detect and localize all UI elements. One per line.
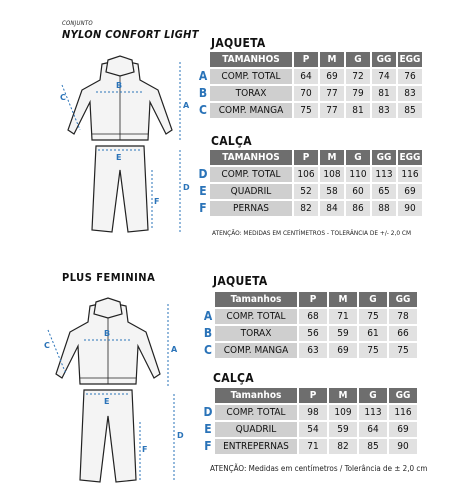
size-value: 72 <box>346 69 370 84</box>
size-value: 98 <box>299 405 327 420</box>
table-row <box>198 69 422 84</box>
header-size: GG <box>372 150 396 165</box>
row-letter: F <box>204 439 212 453</box>
size-value: 78 <box>389 309 417 324</box>
size-value: 64 <box>359 422 387 437</box>
header-tamanhos: TAMANHOS <box>210 52 292 67</box>
size-value: 58 <box>320 184 344 199</box>
size-value: 84 <box>320 201 344 216</box>
size-value: 90 <box>398 201 422 216</box>
bottom-garment-figure <box>30 292 200 492</box>
size-value: 70 <box>294 86 318 101</box>
header-size: GG <box>372 52 396 67</box>
row-label: COMP. TOTAL <box>210 69 292 84</box>
letter-spacer <box>203 292 213 307</box>
fig-top-letter-a: A <box>183 101 190 110</box>
size-value: 82 <box>294 201 318 216</box>
row-letter: E <box>204 422 212 436</box>
size-value: 75 <box>359 343 387 358</box>
top-note: ATENÇÃO: MEDIDAS EM CENTÍMETROS - TOLERÂNCIA DE +/- 2,0 CM <box>212 229 412 237</box>
top-jaqueta-heading: JAQUETA <box>211 36 266 50</box>
size-value: 60 <box>346 184 370 199</box>
fig-bottom-letter-d: D <box>177 431 184 440</box>
size-value: 59 <box>329 422 357 437</box>
row-letter: B <box>203 326 213 340</box>
size-value: 69 <box>320 69 344 84</box>
size-value: 106 <box>294 167 318 182</box>
table-row <box>198 103 422 118</box>
size-value: 75 <box>359 309 387 324</box>
size-value: 110 <box>346 167 370 182</box>
row-letter: B <box>198 86 208 100</box>
fig-bottom-letter-c: C <box>44 341 50 350</box>
row-label: QUADRIL <box>210 184 292 199</box>
table-row <box>203 309 417 324</box>
size-value: 83 <box>372 103 396 118</box>
size-value: 54 <box>299 422 327 437</box>
table-row <box>203 326 417 341</box>
header-size: M <box>329 292 357 307</box>
size-value: 65 <box>372 184 396 199</box>
size-value: 77 <box>320 86 344 101</box>
size-value: 71 <box>299 439 327 454</box>
table-row <box>203 343 417 358</box>
fig-bottom-letter-f: F <box>142 445 148 454</box>
size-value: 68 <box>299 309 327 324</box>
row-label: QUADRIL <box>215 422 297 437</box>
size-value: 116 <box>398 167 422 182</box>
header-size: P <box>299 292 327 307</box>
header-size: M <box>320 52 344 67</box>
header-size: P <box>294 150 318 165</box>
header-tamanhos: TAMANHOS <box>210 150 292 165</box>
row-letter: C <box>199 103 207 117</box>
row-letter: A <box>198 69 208 83</box>
bottom-jaqueta-table <box>201 290 419 360</box>
size-value: 52 <box>294 184 318 199</box>
size-value: 66 <box>389 326 417 341</box>
header-size: M <box>320 150 344 165</box>
fig-bottom-letter-b: B <box>104 329 111 338</box>
row-label: PERNAS <box>210 201 292 216</box>
size-value: 116 <box>389 405 417 420</box>
size-value: 74 <box>372 69 396 84</box>
bottom-note: ATENÇÃO: Medidas em centímetros / Tolerância de ± 2,0 cm <box>210 464 428 473</box>
header-size: G <box>346 150 370 165</box>
bottom-calca-table <box>201 386 419 456</box>
table-row <box>198 167 422 182</box>
top-jaqueta-table <box>196 50 424 120</box>
letter-spacer <box>203 388 213 403</box>
fig-top-letter-e: E <box>116 153 122 162</box>
size-value: 81 <box>346 103 370 118</box>
product-caption: CONJUNTO <box>62 20 93 27</box>
size-value: 69 <box>389 422 417 437</box>
size-value: 63 <box>299 343 327 358</box>
size-value: 85 <box>398 103 422 118</box>
table-row <box>198 184 422 199</box>
row-label: COMP. TOTAL <box>215 405 297 420</box>
size-value: 82 <box>329 439 357 454</box>
bottom-calca-heading: CALÇA <box>213 371 254 385</box>
size-value: 109 <box>329 405 357 420</box>
top-calca-heading: CALÇA <box>211 134 252 148</box>
size-value: 61 <box>359 326 387 341</box>
size-value: 108 <box>320 167 344 182</box>
fig-top-letter-d: D <box>183 183 190 192</box>
header-size: P <box>299 388 327 403</box>
table-row <box>203 422 417 437</box>
size-value: 86 <box>346 201 370 216</box>
header-size: GG <box>389 388 417 403</box>
size-value: 81 <box>372 86 396 101</box>
size-value: 90 <box>389 439 417 454</box>
size-value: 113 <box>359 405 387 420</box>
bottom-jaqueta-heading: JAQUETA <box>213 274 268 288</box>
header-size: M <box>329 388 357 403</box>
size-value: 77 <box>320 103 344 118</box>
size-value: 64 <box>294 69 318 84</box>
table-row <box>198 201 422 216</box>
row-letter: D <box>198 167 208 181</box>
size-value: 83 <box>398 86 422 101</box>
size-value: 79 <box>346 86 370 101</box>
header-tamanhos: Tamanhos <box>215 388 297 403</box>
letter-spacer <box>198 52 208 67</box>
header-size: EGG <box>399 152 421 163</box>
fig-top-letter-b: B <box>116 81 123 90</box>
size-value: 69 <box>329 343 357 358</box>
row-letter: A <box>203 309 213 323</box>
fig-bottom-letter-a: A <box>171 345 178 354</box>
row-label: ENTREPERNAS <box>215 439 297 454</box>
row-label: COMP. MANGA <box>210 103 292 118</box>
size-value: 76 <box>398 69 422 84</box>
table-row <box>203 405 417 420</box>
fig-bottom-letter-e: E <box>104 397 110 406</box>
header-size: G <box>359 388 387 403</box>
header-size: GG <box>389 292 417 307</box>
header-size: P <box>294 52 318 67</box>
product-title: NYLON CONFORT LIGHT <box>62 28 199 41</box>
row-label: TORAX <box>210 86 292 101</box>
table-row <box>203 439 417 454</box>
row-letter: F <box>199 201 207 215</box>
size-value: 59 <box>329 326 357 341</box>
row-letter: C <box>204 343 212 357</box>
size-value: 56 <box>299 326 327 341</box>
row-letter: E <box>199 184 207 198</box>
table-row <box>198 86 422 101</box>
header-tamanhos: Tamanhos <box>215 292 297 307</box>
top-calca-table <box>196 148 424 218</box>
header-size: EGG <box>399 54 421 65</box>
size-value: 75 <box>294 103 318 118</box>
row-letter: D <box>203 405 213 419</box>
top-garment-figure <box>40 50 210 240</box>
size-value: 113 <box>372 167 396 182</box>
row-label: COMP. MANGA <box>215 343 297 358</box>
header-size: G <box>346 52 370 67</box>
size-value: 85 <box>359 439 387 454</box>
size-value: 71 <box>329 309 357 324</box>
row-label: COMP. TOTAL <box>215 309 297 324</box>
header-size: G <box>359 292 387 307</box>
row-label: COMP. TOTAL <box>210 167 292 182</box>
fig-top-letter-c: C <box>60 93 66 102</box>
plus-title: PLUS FEMININA <box>62 271 156 284</box>
fig-top-letter-f: F <box>154 197 160 206</box>
row-label: TORAX <box>215 326 297 341</box>
letter-spacer <box>198 150 208 165</box>
size-value: 88 <box>372 201 396 216</box>
size-value: 75 <box>389 343 417 358</box>
size-value: 69 <box>398 184 422 199</box>
